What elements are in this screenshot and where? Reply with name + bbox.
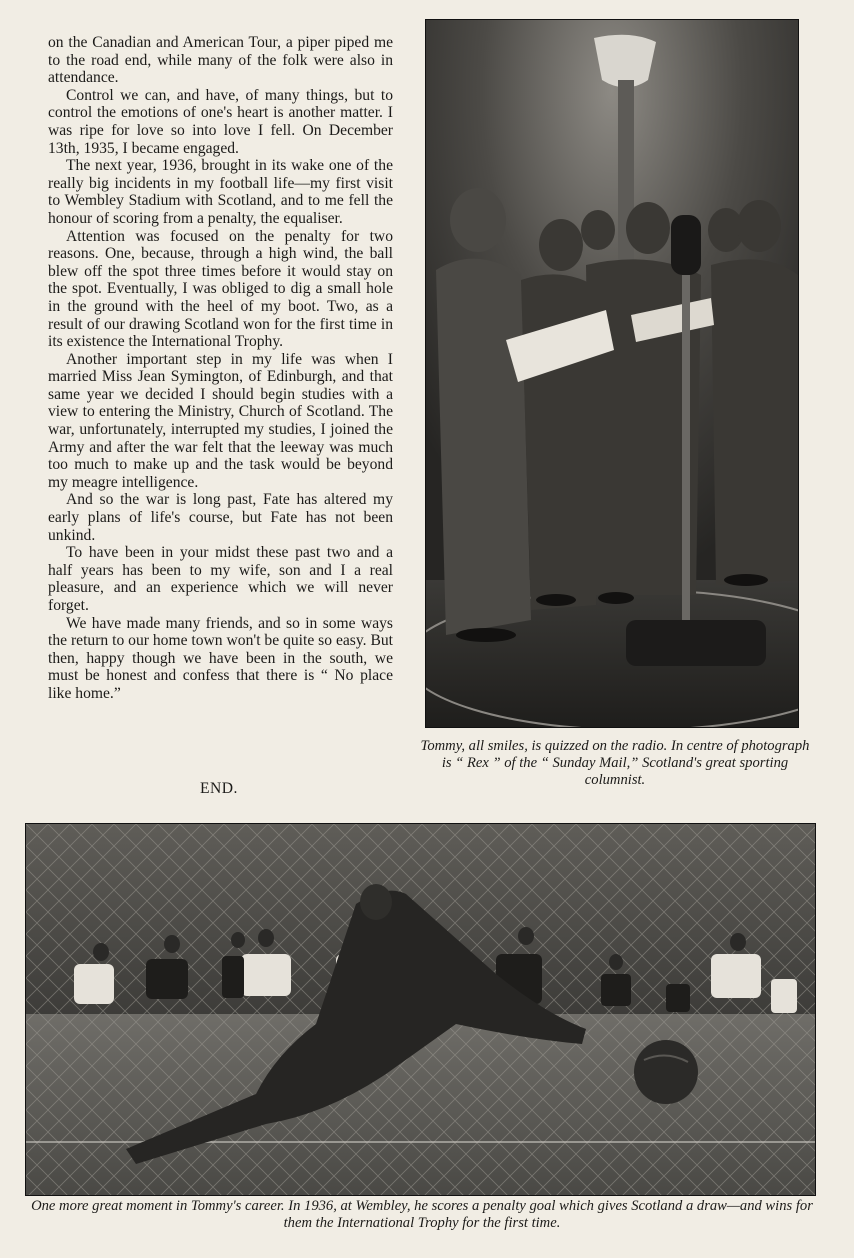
article-paragraph: And so the war is long past, Fate has altered my early plans of life's course, but Fate has not been unkind.: [48, 491, 393, 544]
football-photo-caption: One more great moment in Tommy's career. In 1936, at Wembley, he scores a penalty goal which gives Scotland a draw—and wins for them the International Trophy for the first time.: [31, 1198, 813, 1231]
article-paragraph: We have made many friends, and so in some ways the return to our home town won't be quite so easy. But then, happy though we have been in the south, we must be honest and confess that there is “ No place like home.”: [48, 614, 393, 702]
article-paragraph: To have been in your midst these past two and a half years has been to my wife, son and I a real pleasure, and an experience which we will never forget.: [48, 544, 393, 614]
article-end-mark: END.: [200, 780, 238, 797]
article-paragraph: Control we can, and have, of many things, but to control the emotions of one's heart is another matter. I was ripe for love so into love I fell. On December 13th, 1935, I became engaged.: [48, 86, 393, 157]
radio-interview-photo: [425, 19, 799, 728]
article-paragraph: Attention was focused on the penalty for two reasons. One, because, through a high wind, the ball blew off the spot three times before it would stay on the spot. Eventually, I was obliged to dig a small hole in the ground with the heel of my boot. Two, as a result of our drawing Scotland won for the first time in its existence the International Trophy.: [48, 227, 393, 351]
radio-photo-caption: Tommy, all smiles, is quizzed on the radio. In centre of photograph is “ Rex ” of the “ Sunday Mail,” Scotland's great sporting columnist.: [420, 738, 810, 788]
wembley-penalty-photo: [25, 823, 816, 1196]
article-paragraph: on the Canadian and American Tour, a piper piped me to the road end, while many of the folk were also in attendance.: [48, 34, 393, 87]
article-paragraph: Another important step in my life was when I married Miss Jean Symington, of Edinburgh, and that same year we decided I should begin studies with a view to entering the Ministry, Church of Scotland. The war, unfortunately, interrupted my studies, I joined the Army and after the war felt that the leeway was much too much to make up and the task would be beyond my meagre intelligence.: [48, 350, 393, 491]
article-text-column: [48, 34, 393, 703]
article-paragraph: The next year, 1936, brought in its wake one of the really big incidents in my football life—my first visit to Wembley Stadium with Scotland, and to me fell the honour of scoring from a penalty, the equaliser.: [48, 157, 393, 227]
